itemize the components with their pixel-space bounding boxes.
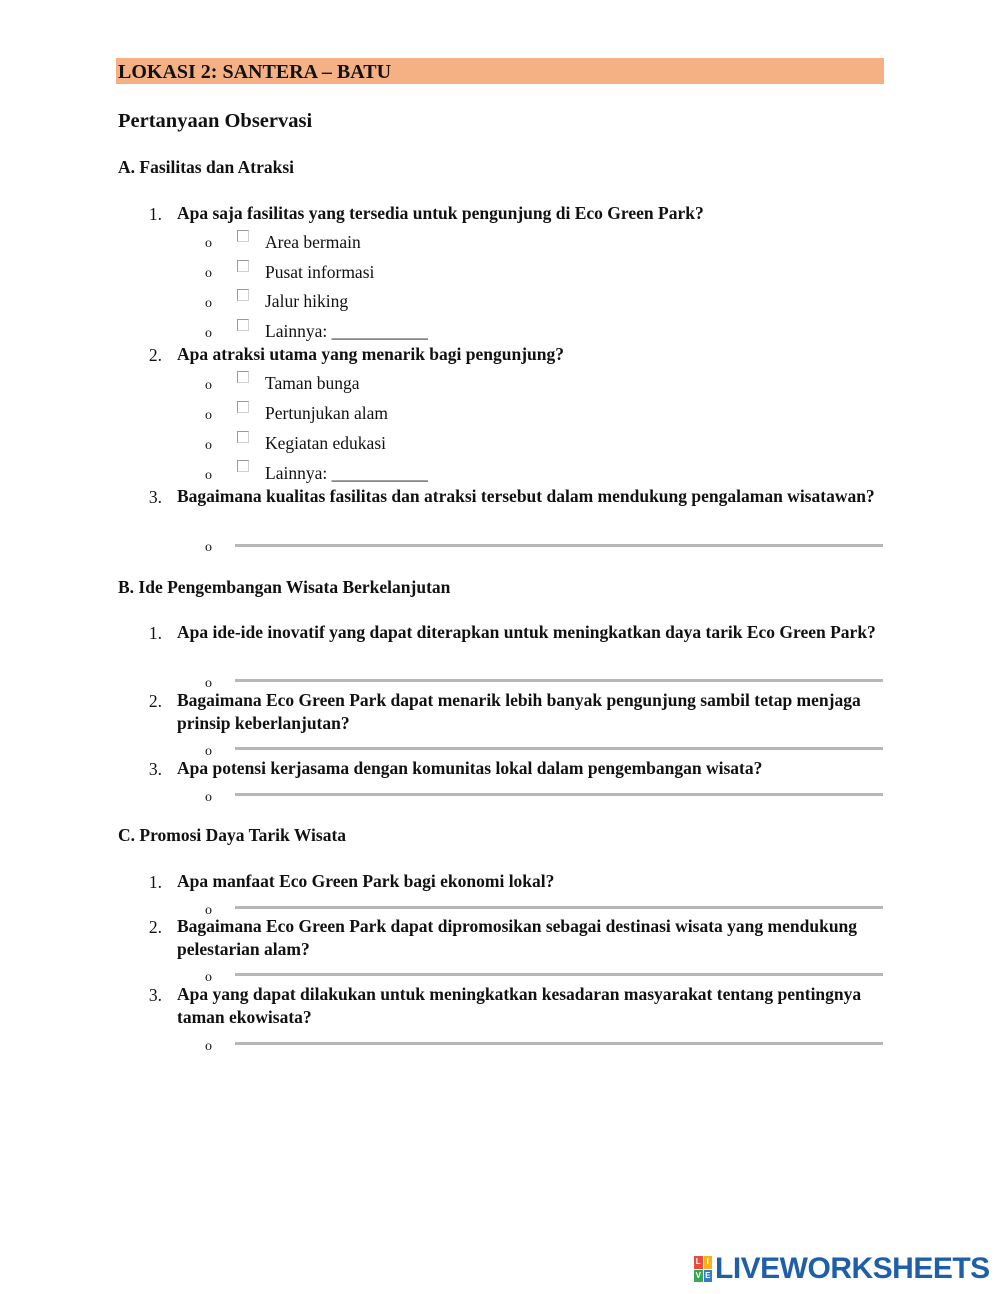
answer-field-c1[interactable] [235, 906, 883, 909]
bullet: o [205, 1039, 212, 1054]
option-label: Jalur hiking [265, 291, 349, 311]
checkbox-area-bermain[interactable] [237, 230, 249, 242]
question-number: 3. [148, 985, 162, 1005]
question-number: 1. [148, 872, 162, 892]
section-c-heading: C. Promosi Daya Tarik Wisata [118, 825, 347, 845]
logo-mark-letter: V [694, 1270, 703, 1283]
bullet: o [205, 378, 212, 393]
option-label: Kegiatan edukasi [265, 433, 386, 453]
answer-field-a3[interactable] [235, 544, 883, 547]
bullet: o [205, 236, 212, 251]
bullet: o [205, 408, 212, 423]
question-number: 3. [148, 487, 162, 507]
question-b2: Bagaimana Eco Green Park dapat menarik lebih banyak pengunjung sambil tetap menjaga prinsip keberlanjutan? [177, 690, 861, 733]
question-c3: Apa yang dapat dilakukan untuk meningkatkan kesadaran masyarakat tentang pentingnya taman ekowisata? [177, 984, 862, 1027]
bullet: o [205, 790, 212, 805]
option-label: Lainnya: ___________ [265, 321, 428, 341]
answer-field-c2[interactable] [235, 973, 883, 976]
bullet: o [205, 326, 212, 341]
question-b3: Apa potensi kerjasama dengan komunitas lokal dalam pengembangan wisata? [177, 758, 763, 778]
bullet: o [205, 744, 212, 759]
bullet: o [205, 296, 212, 311]
bullet: o [205, 970, 212, 985]
location-banner: LOKASI 2: SANTERA – BATU [116, 58, 884, 84]
option-label: Area bermain [265, 232, 361, 252]
answer-field-b1[interactable] [235, 679, 883, 682]
logo-mark-icon [694, 1256, 712, 1282]
bullet: o [205, 540, 212, 555]
answer-field-c3[interactable] [235, 1042, 883, 1045]
checkbox-pertunjukan-alam[interactable] [237, 401, 249, 413]
page-title: Pertanyaan Observasi [118, 110, 313, 132]
question-a3: Bagaimana kualitas fasilitas dan atraksi tersebut dalam mendukung pengalaman wisatawan? [177, 486, 875, 506]
question-number: 2. [148, 345, 162, 365]
checkbox-taman-bunga[interactable] [237, 371, 249, 383]
question-number: 2. [148, 917, 162, 937]
question-number: 1. [148, 623, 162, 643]
section-b-heading: B. Ide Pengembangan Wisata Berkelanjutan [118, 577, 451, 597]
question-number: 1. [148, 204, 162, 224]
option-label: Taman bunga [265, 373, 360, 393]
option-label: Pusat informasi [265, 262, 375, 282]
checkbox-lainnya-fasilitas[interactable] [237, 319, 249, 331]
bullet: o [205, 438, 212, 453]
question-c1: Apa manfaat Eco Green Park bagi ekonomi lokal? [177, 871, 555, 891]
question-number: 3. [148, 759, 162, 779]
liveworksheets-logo [694, 1252, 990, 1285]
option-label: Pertunjukan alam [265, 403, 388, 423]
bullet: o [205, 903, 212, 918]
question-number: 2. [148, 691, 162, 711]
question-c2: Bagaimana Eco Green Park dapat dipromosikan sebagai destinasi wisata yang mendukung pelestarian alam? [177, 916, 858, 959]
logo-mark-letter: I [704, 1256, 713, 1269]
bullet: o [205, 266, 212, 281]
bullet: o [205, 468, 212, 483]
checkbox-kegiatan-edukasi[interactable] [237, 431, 249, 443]
logo-mark-letter: L [694, 1256, 703, 1269]
checkbox-jalur-hiking[interactable] [237, 289, 249, 301]
checkbox-pusat-informasi[interactable] [237, 260, 249, 272]
question-b1: Apa ide-ide inovatif yang dapat diterapkan untuk meningkatkan daya tarik Eco Green Park? [177, 622, 876, 642]
question-a1: Apa saja fasilitas yang tersedia untuk pengunjung di Eco Green Park? [177, 203, 704, 223]
question-a2: Apa atraksi utama yang menarik bagi pengunjung? [177, 344, 565, 364]
answer-field-b2[interactable] [235, 747, 883, 750]
option-label: Lainnya: ___________ [265, 463, 428, 483]
bullet: o [205, 676, 212, 691]
section-a-heading: A. Fasilitas dan Atraksi [118, 157, 294, 177]
logo-mark-letter: E [704, 1270, 713, 1283]
answer-field-b3[interactable] [235, 793, 883, 796]
logo-text: LIVEWORKSHEETS [715, 1252, 990, 1285]
checkbox-lainnya-atraksi[interactable] [237, 460, 249, 472]
